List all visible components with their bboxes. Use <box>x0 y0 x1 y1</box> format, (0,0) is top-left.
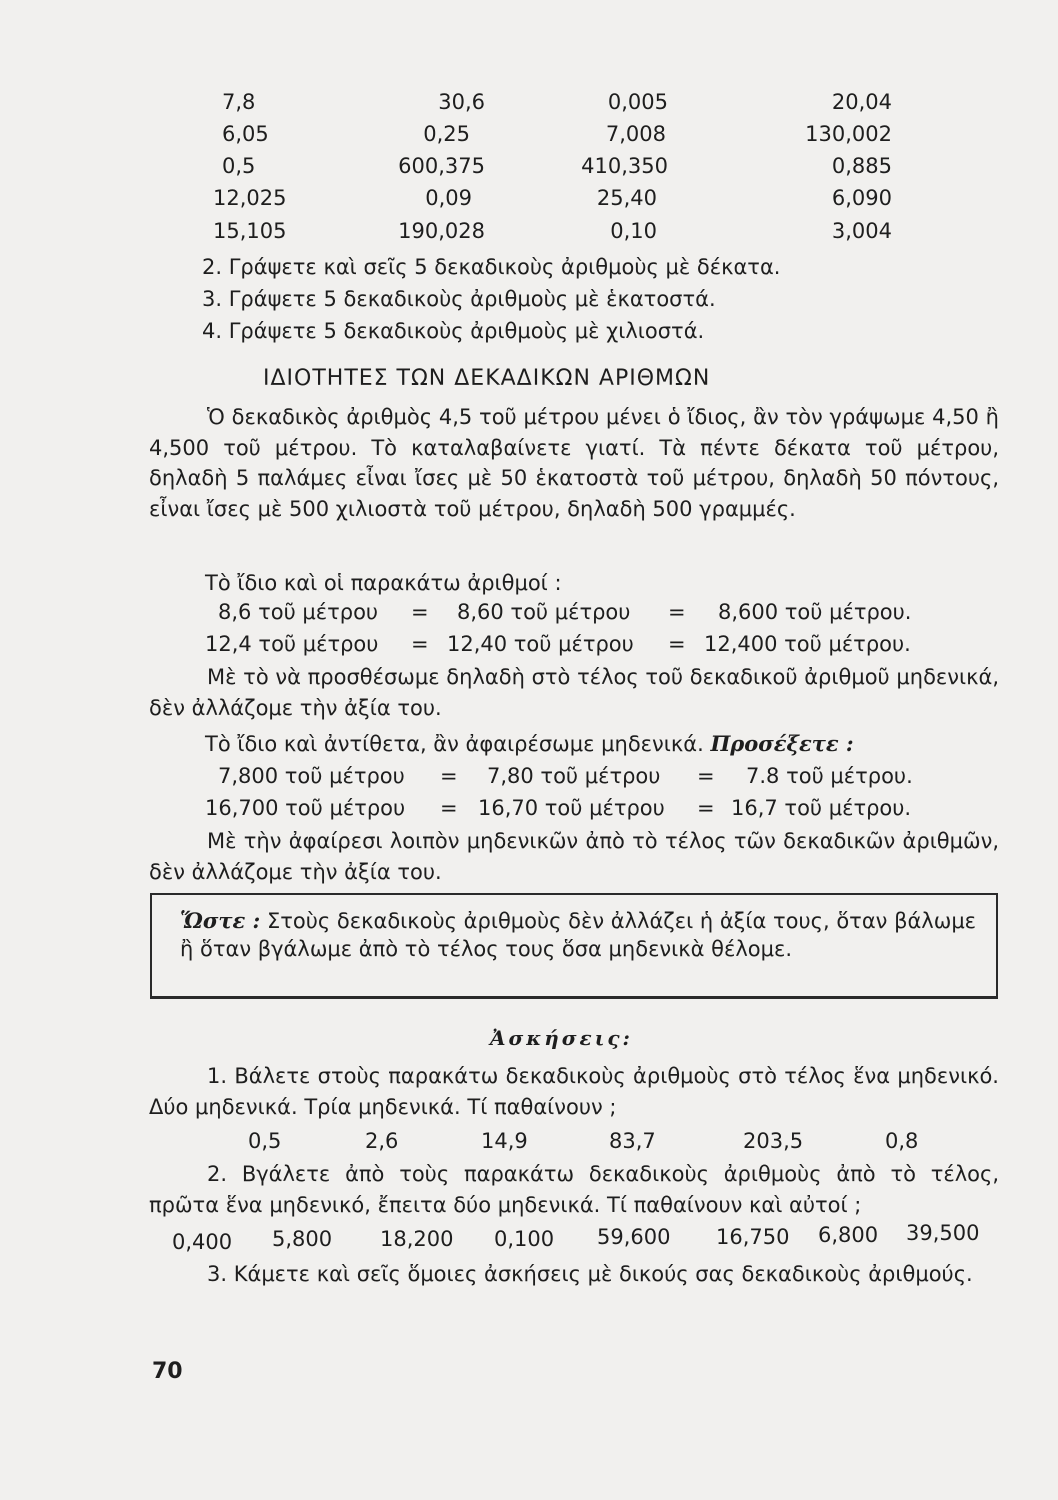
paragraph-text: Τὸ ἴδιο καὶ ἀντίθετα, ἂν ἀφαιρέσωμε μηδενικά. <box>205 732 704 756</box>
number-item: 0,8 <box>885 1129 919 1153</box>
rule-lead: Ὥστε : <box>180 908 261 933</box>
number-item: 18,200 <box>380 1227 454 1251</box>
table-cell: 0,10 <box>610 219 657 243</box>
exercises-title: Ἀσκήσεις: <box>490 1026 633 1050</box>
table-cell: 15,105 <box>213 219 287 243</box>
equation-term: 7.8 τοῦ μέτρου. <box>746 764 913 788</box>
task-item: 3. Γράψετε 5 δεκαδικοὺς ἀριθμοὺς μὲ ἑκατοστά. <box>202 287 716 311</box>
paragraph-conclusion: Μὲ τὴν ἀφαίρεσι λοιπὸν μηδενικῶν ἀπὸ τὸ τέλος τῶν δεκαδικῶν ἀριθμῶν, δὲν ἀλλάζομε τὴν ἀξία του. <box>149 829 999 884</box>
equation-term: 16,70 τοῦ μέτρου <box>478 796 665 820</box>
exercise-2: 2. Βγάλετε ἀπὸ τοὺς παρακάτω δεκαδικοὺς ἀριθμοὺς ἀπὸ τὸ τέλος, πρῶτα ἕνα μηδενικό, ἔπειτα δύο μηδενικά. Τί παθαίνουν καὶ αὐτοί ; <box>149 1162 999 1217</box>
number-item: 0,100 <box>494 1227 555 1251</box>
equation-term: 16,700 τοῦ μέτρου <box>205 796 406 820</box>
number-item: 0,400 <box>172 1230 233 1254</box>
task-item: 4. Γράψετε 5 δεκαδικοὺς ἀριθμοὺς μὲ χιλιοστά. <box>202 319 705 343</box>
table-cell: 0,005 <box>607 90 668 114</box>
table-cell: 12,025 <box>213 186 287 210</box>
table-cell: 0,25 <box>423 122 470 146</box>
table-cell: 410,350 <box>581 154 668 178</box>
table-cell: 30,6 <box>438 90 485 114</box>
equation-term: 8,60 τοῦ μέτρου <box>457 600 631 624</box>
table-cell: 20,04 <box>831 90 892 114</box>
attention-label: Προσέξετε : <box>710 731 854 756</box>
number-item: 83,7 <box>609 1129 656 1153</box>
table-cell: 3,004 <box>831 219 892 243</box>
equation-term: 16,7 τοῦ μέτρου. <box>731 796 912 820</box>
table-cell: 600,375 <box>398 154 485 178</box>
paragraph-adding-zeros: Μὲ τὸ νὰ προσθέσωμε δηλαδὴ στὸ τέλος τοῦ δεκαδικοῦ ἀριθμοῦ μηδενικά, δὲν ἀλλάζομε τὴν ἀξία του. <box>149 665 999 720</box>
paragraph-intro: Ὁ δεκαδικὸς ἀριθμὸς 4,5 τοῦ μέτρου μένει ὁ ἴδιος, ἂν τὸν γράψωμε 4,50 ἢ 4,500 τοῦ μέτρου. Τὸ καταλαβαίνετε γιατί. Τὰ πέντε δέκατα τοῦ μέτρου, δηλαδὴ 5 παλάμες εἶναι ἴσες μὲ 50 ἑκατοστὰ τοῦ μέτρου, δηλαδὴ 50 πόντους, εἶναι ἴσες μὲ 500 χιλιοστὰ τοῦ μέτρου, δηλαδὴ 500 γραμμές. <box>149 405 999 521</box>
exercise-1: 1. Βάλετε στοὺς παρακάτω δεκαδικοὺς ἀριθμοὺς στὸ τέλος ἕνα μηδενικό. Δύο μηδενικά. Τρία μηδενικά. Τί παθαίνουν ; <box>149 1064 999 1119</box>
equation-term: 8,6 τοῦ μέτρου <box>218 600 379 624</box>
equals-sign: = <box>411 600 429 624</box>
equation-term: 7,800 τοῦ μέτρου <box>218 764 405 788</box>
number-item: 5,800 <box>272 1227 333 1251</box>
equals-sign: = <box>668 632 686 656</box>
number-item: 16,750 <box>716 1225 790 1249</box>
number-item: 2,6 <box>365 1129 399 1153</box>
table-cell: 190,028 <box>398 219 485 243</box>
equals-sign: = <box>697 796 715 820</box>
exercise-3: 3. Κάμετε καὶ σεῖς ὅμοιες ἀσκήσεις μὲ δικούς σας δεκαδικοὺς ἀριθμούς. <box>207 1262 973 1286</box>
equals-sign: = <box>440 796 458 820</box>
number-item: 0,5 <box>248 1129 282 1153</box>
paragraph-removing-zeros <box>205 733 854 755</box>
number-item: 59,600 <box>597 1225 671 1249</box>
equals-sign: = <box>440 764 458 788</box>
table-cell: 7,008 <box>605 122 666 146</box>
table-cell: 6,05 <box>222 122 269 146</box>
table-cell: 25,40 <box>596 186 657 210</box>
equals-sign: = <box>668 600 686 624</box>
number-item: 203,5 <box>743 1129 804 1153</box>
equation-term: 12,4 τοῦ μέτρου <box>205 632 379 656</box>
page-number: 70 <box>152 1359 183 1384</box>
number-item: 39,500 <box>906 1221 980 1245</box>
number-item: 6,800 <box>818 1223 879 1247</box>
table-cell: 0,09 <box>425 186 472 210</box>
equals-sign: = <box>697 764 715 788</box>
rule-box <box>150 893 998 999</box>
table-cell: 0,5 <box>222 154 256 178</box>
equation-term: 8,600 τοῦ μέτρου. <box>718 600 912 624</box>
task-item: 2. Γράψετε καὶ σεῖς 5 δεκαδικοὺς ἀριθμοὺς μὲ δέκατα. <box>202 255 781 279</box>
equals-sign: = <box>411 632 429 656</box>
equation-term: 12,40 τοῦ μέτρου <box>447 632 634 656</box>
equation-term: 12,400 τοῦ μέτρου. <box>704 632 911 656</box>
rule-text: Στοὺς δεκαδικοὺς ἀριθμοὺς δὲν ἀλλάζει ἡ ἀξία τους, ὅταν βάλωμε ἢ ὅταν βγάλωμε ἀπὸ τὸ τέλος τους ὅσα μηδενικὰ θέλομε. <box>180 909 977 961</box>
section-heading: ΙΔΙΟΤΗΤΕΣ ΤΩΝ ΔΕΚΑΔΙΚΩΝ ΑΡΙΘΜΩΝ <box>263 366 711 391</box>
table-cell: 130,002 <box>805 122 892 146</box>
rule-text-block <box>180 907 980 963</box>
table-cell: 0,885 <box>831 154 892 178</box>
number-item: 14,9 <box>481 1129 528 1153</box>
paragraph-same: Τὸ ἴδιο καὶ οἱ παρακάτω ἀριθμοί : <box>205 571 562 595</box>
table-cell: 6,090 <box>831 186 892 210</box>
table-cell: 7,8 <box>222 90 256 114</box>
equation-term: 7,80 τοῦ μέτρου <box>487 764 661 788</box>
